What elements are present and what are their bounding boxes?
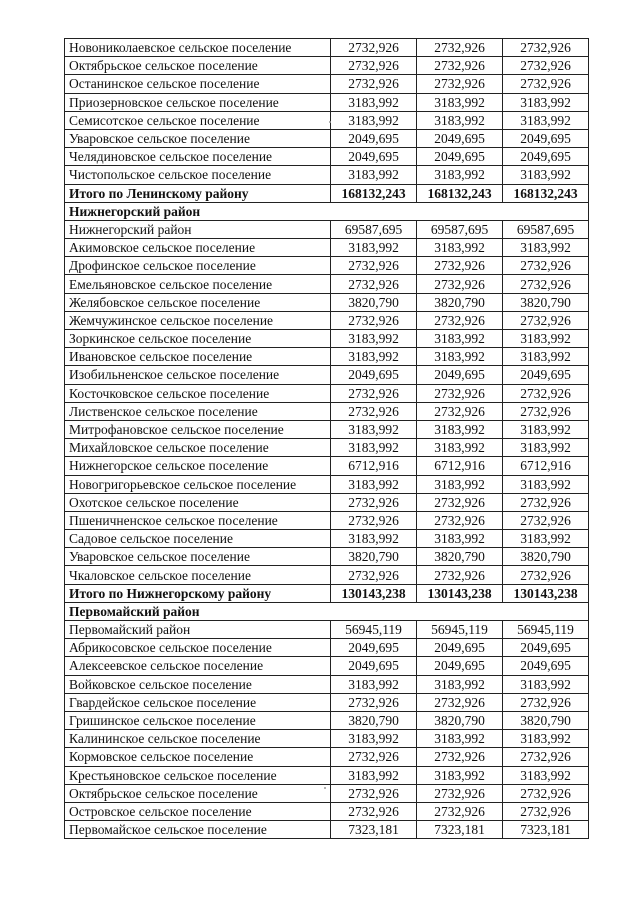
amount-year-3: 2732,926 — [503, 39, 589, 57]
amount-year-1: 130143,238 — [331, 584, 417, 602]
amount-year-2: 56945,119 — [417, 621, 503, 639]
table-row — [65, 129, 589, 147]
table-row — [65, 75, 589, 93]
table-row — [65, 511, 589, 529]
district-heading-spacer — [331, 602, 589, 620]
amount-year-1: 2049,695 — [331, 148, 417, 166]
amount-year-2: 3183,992 — [417, 93, 503, 111]
amount-year-3: 168132,243 — [503, 184, 589, 202]
table-row — [65, 711, 589, 729]
amount-year-1: 3183,992 — [331, 766, 417, 784]
table-row — [65, 166, 589, 184]
settlement-name: Семисотское сельское поселение — [65, 111, 331, 129]
settlement-name: Изобильненское сельское поселение — [65, 366, 331, 384]
amount-year-3: 2049,695 — [503, 657, 589, 675]
amount-year-1: 6712,916 — [331, 457, 417, 475]
amount-year-3: 2049,695 — [503, 366, 589, 384]
settlement-name: Косточковское сельское поселение — [65, 384, 331, 402]
amount-year-3: 2049,695 — [503, 148, 589, 166]
amount-year-1: 7323,181 — [331, 821, 417, 839]
settlement-name: Митрофановское сельское поселение — [65, 420, 331, 438]
settlement-name: Ивановское сельское поселение — [65, 348, 331, 366]
amount-year-3: 2732,926 — [503, 748, 589, 766]
amount-year-2: 3183,992 — [417, 766, 503, 784]
table-row — [65, 530, 589, 548]
amount-year-2: 3183,992 — [417, 348, 503, 366]
amount-year-3: 3183,992 — [503, 239, 589, 257]
district-total-row — [65, 584, 589, 602]
amount-year-2: 2732,926 — [417, 566, 503, 584]
amount-year-3: 3183,992 — [503, 166, 589, 184]
amount-year-3: 3820,790 — [503, 293, 589, 311]
table-row — [65, 330, 589, 348]
amount-year-1: 2732,926 — [331, 802, 417, 820]
table-row — [65, 257, 589, 275]
amount-year-2: 3183,992 — [417, 675, 503, 693]
amount-year-2: 3820,790 — [417, 548, 503, 566]
amount-year-3: 2732,926 — [503, 402, 589, 420]
amount-year-3: 6712,916 — [503, 457, 589, 475]
settlement-name: Дрофинское сельское поселение — [65, 257, 331, 275]
amount-year-1: 3183,992 — [331, 420, 417, 438]
settlement-name: Акимовское сельское поселение — [65, 239, 331, 257]
district-heading-spacer — [331, 202, 589, 220]
amount-year-1: 2732,926 — [331, 257, 417, 275]
amount-year-2: 3183,992 — [417, 420, 503, 438]
amount-year-1: 3183,992 — [331, 239, 417, 257]
amount-year-1: 2049,695 — [331, 639, 417, 657]
amount-year-2: 2732,926 — [417, 493, 503, 511]
amount-year-3: 130143,238 — [503, 584, 589, 602]
amount-year-3: 69587,695 — [503, 220, 589, 238]
district-total-row — [65, 184, 589, 202]
amount-year-2: 2049,695 — [417, 639, 503, 657]
settlement-name: Уваровское сельское поселение — [65, 548, 331, 566]
amount-year-1: 2732,926 — [331, 784, 417, 802]
table-row — [65, 57, 589, 75]
amount-year-1: 2732,926 — [331, 57, 417, 75]
settlement-name: Гвардейское сельское поселение — [65, 693, 331, 711]
amount-year-3: 3820,790 — [503, 711, 589, 729]
table-row — [65, 566, 589, 584]
amount-year-1: 2049,695 — [331, 366, 417, 384]
amount-year-2: 3183,992 — [417, 166, 503, 184]
amount-year-3: 2732,926 — [503, 384, 589, 402]
table-row — [65, 766, 589, 784]
settlement-name: Войковское сельское поселение — [65, 675, 331, 693]
amount-year-3: 2732,926 — [503, 57, 589, 75]
district-heading: Нижнегорский район — [65, 202, 331, 220]
amount-year-2: 3183,992 — [417, 475, 503, 493]
amount-year-2: 3183,992 — [417, 330, 503, 348]
table-row — [65, 548, 589, 566]
table-row — [65, 457, 589, 475]
amount-year-2: 2732,926 — [417, 384, 503, 402]
table-row — [65, 730, 589, 748]
table-row — [65, 475, 589, 493]
amount-year-3: 2732,926 — [503, 311, 589, 329]
settlement-name: Уваровское сельское поселение — [65, 129, 331, 147]
amount-year-1: 3183,992 — [331, 330, 417, 348]
settlement-name: Чкаловское сельское поселение — [65, 566, 331, 584]
settlement-name: Челядиновское сельское поселение — [65, 148, 331, 166]
amount-year-2: 2049,695 — [417, 148, 503, 166]
table-row — [65, 657, 589, 675]
settlement-name: Жемчужинское сельское поселение — [65, 311, 331, 329]
amount-year-1: 2732,926 — [331, 384, 417, 402]
amount-year-3: 7323,181 — [503, 821, 589, 839]
amount-year-3: 2049,695 — [503, 639, 589, 657]
table-row — [65, 439, 589, 457]
settlement-name: Островское сельское поселение — [65, 802, 331, 820]
amount-year-1: 2732,926 — [331, 693, 417, 711]
table-row — [65, 39, 589, 57]
scan-speck — [329, 121, 331, 123]
table-row — [65, 220, 589, 238]
table-row — [65, 420, 589, 438]
amount-year-1: 3183,992 — [331, 675, 417, 693]
amount-year-3: 3183,992 — [503, 730, 589, 748]
settlement-name: Октябрьское сельское поселение — [65, 57, 331, 75]
table-row — [65, 111, 589, 129]
amount-year-1: 2732,926 — [331, 748, 417, 766]
amount-year-2: 7323,181 — [417, 821, 503, 839]
amount-year-3: 2732,926 — [503, 493, 589, 511]
amount-year-2: 2732,926 — [417, 57, 503, 75]
table-row — [65, 311, 589, 329]
amount-year-3: 2732,926 — [503, 511, 589, 529]
table-row — [65, 493, 589, 511]
amount-year-1: 3183,992 — [331, 111, 417, 129]
amount-year-1: 3183,992 — [331, 730, 417, 748]
amount-year-1: 3820,790 — [331, 711, 417, 729]
amount-year-3: 3183,992 — [503, 420, 589, 438]
amount-year-3: 2732,926 — [503, 784, 589, 802]
amount-year-2: 3183,992 — [417, 111, 503, 129]
settlement-name: Нижнегорское сельское поселение — [65, 457, 331, 475]
table-row — [65, 366, 589, 384]
table-row — [65, 275, 589, 293]
amount-year-2: 2732,926 — [417, 802, 503, 820]
settlement-name: Нижнегорский район — [65, 220, 331, 238]
district-heading-row — [65, 602, 589, 620]
amount-year-2: 2732,926 — [417, 402, 503, 420]
amount-year-1: 2049,695 — [331, 129, 417, 147]
amount-year-1: 3183,992 — [331, 166, 417, 184]
amount-year-3: 3183,992 — [503, 348, 589, 366]
amount-year-3: 2732,926 — [503, 275, 589, 293]
table-row — [65, 802, 589, 820]
settlement-name: Зоркинское сельское поселение — [65, 330, 331, 348]
amount-year-2: 2732,926 — [417, 748, 503, 766]
amount-year-3: 3183,992 — [503, 766, 589, 784]
amount-year-3: 3183,992 — [503, 675, 589, 693]
amount-year-1: 2732,926 — [331, 493, 417, 511]
amount-year-1: 2732,926 — [331, 402, 417, 420]
table-row — [65, 402, 589, 420]
table-row — [65, 821, 589, 839]
amount-year-2: 3820,790 — [417, 293, 503, 311]
table-row — [65, 239, 589, 257]
settlement-name: Алексеевское сельское поселение — [65, 657, 331, 675]
amount-year-1: 168132,243 — [331, 184, 417, 202]
amount-year-2: 2049,695 — [417, 366, 503, 384]
amount-year-2: 3183,992 — [417, 439, 503, 457]
amount-year-1: 3183,992 — [331, 530, 417, 548]
amount-year-3: 3183,992 — [503, 439, 589, 457]
settlement-name: Садовое сельское поселение — [65, 530, 331, 548]
district-heading: Первомайский район — [65, 602, 331, 620]
amount-year-1: 2732,926 — [331, 275, 417, 293]
amount-year-3: 3183,992 — [503, 330, 589, 348]
amount-year-1: 69587,695 — [331, 220, 417, 238]
amount-year-3: 2732,926 — [503, 257, 589, 275]
amount-year-2: 3183,992 — [417, 530, 503, 548]
amount-year-2: 69587,695 — [417, 220, 503, 238]
amount-year-2: 6712,916 — [417, 457, 503, 475]
table-row — [65, 784, 589, 802]
settlement-name: Крестьяновское сельское поселение — [65, 766, 331, 784]
amount-year-2: 2732,926 — [417, 275, 503, 293]
settlement-name: Останинское сельское поселение — [65, 75, 331, 93]
settlement-name: Лиственское сельское поселение — [65, 402, 331, 420]
amount-year-3: 2732,926 — [503, 802, 589, 820]
district-heading-row — [65, 202, 589, 220]
budget-allocation-table — [64, 38, 589, 839]
amount-year-2: 2732,926 — [417, 511, 503, 529]
settlement-name: Охотское сельское поселение — [65, 493, 331, 511]
amount-year-1: 3183,992 — [331, 348, 417, 366]
total-label: Итого по Ленинскому району — [65, 184, 331, 202]
settlement-name: Октябрьское сельское поселение — [65, 784, 331, 802]
table-row — [65, 348, 589, 366]
amount-year-1: 2732,926 — [331, 75, 417, 93]
amount-year-1: 2732,926 — [331, 511, 417, 529]
amount-year-2: 2732,926 — [417, 311, 503, 329]
settlement-name: Михайловское сельское поселение — [65, 439, 331, 457]
settlement-name: Новониколаевское сельское поселение — [65, 39, 331, 57]
table-row — [65, 293, 589, 311]
table-row — [65, 675, 589, 693]
amount-year-3: 56945,119 — [503, 621, 589, 639]
amount-year-2: 2732,926 — [417, 75, 503, 93]
amount-year-3: 3820,790 — [503, 548, 589, 566]
table-row — [65, 93, 589, 111]
amount-year-1: 2732,926 — [331, 311, 417, 329]
amount-year-2: 3183,992 — [417, 730, 503, 748]
amount-year-2: 2732,926 — [417, 693, 503, 711]
amount-year-3: 3183,992 — [503, 530, 589, 548]
settlement-name: Чистопольское сельское поселение — [65, 166, 331, 184]
settlement-name: Желябовское сельское поселение — [65, 293, 331, 311]
amount-year-1: 3183,992 — [331, 439, 417, 457]
amount-year-1: 3183,992 — [331, 475, 417, 493]
settlement-name: Первомайское сельское поселение — [65, 821, 331, 839]
table-row — [65, 748, 589, 766]
table-row — [65, 621, 589, 639]
settlement-name: Первомайский район — [65, 621, 331, 639]
amount-year-3: 3183,992 — [503, 93, 589, 111]
amount-year-1: 3183,992 — [331, 93, 417, 111]
amount-year-2: 2049,695 — [417, 129, 503, 147]
amount-year-2: 2049,695 — [417, 657, 503, 675]
amount-year-2: 2732,926 — [417, 257, 503, 275]
settlement-name: Емельяновское сельское поселение — [65, 275, 331, 293]
total-label: Итого по Нижнегорскому району — [65, 584, 331, 602]
amount-year-3: 2049,695 — [503, 129, 589, 147]
amount-year-1: 2732,926 — [331, 39, 417, 57]
table-row — [65, 384, 589, 402]
table-row — [65, 693, 589, 711]
amount-year-1: 3820,790 — [331, 548, 417, 566]
amount-year-3: 2732,926 — [503, 693, 589, 711]
table-body — [65, 39, 589, 839]
amount-year-2: 2732,926 — [417, 784, 503, 802]
settlement-name: Новогригорьевское сельское поселение — [65, 475, 331, 493]
amount-year-2: 130143,238 — [417, 584, 503, 602]
table-row — [65, 639, 589, 657]
amount-year-3: 2732,926 — [503, 566, 589, 584]
amount-year-1: 3820,790 — [331, 293, 417, 311]
amount-year-2: 3820,790 — [417, 711, 503, 729]
scan-speck — [324, 787, 326, 789]
table-row — [65, 148, 589, 166]
settlement-name: Калининское сельское поселение — [65, 730, 331, 748]
settlement-name: Кормовское сельское поселение — [65, 748, 331, 766]
amount-year-3: 3183,992 — [503, 111, 589, 129]
amount-year-1: 56945,119 — [331, 621, 417, 639]
amount-year-1: 2732,926 — [331, 566, 417, 584]
settlement-name: Приозерновское сельское поселение — [65, 93, 331, 111]
amount-year-2: 168132,243 — [417, 184, 503, 202]
amount-year-3: 3183,992 — [503, 475, 589, 493]
settlement-name: Абрикосовское сельское поселение — [65, 639, 331, 657]
amount-year-1: 2049,695 — [331, 657, 417, 675]
amount-year-2: 3183,992 — [417, 239, 503, 257]
amount-year-2: 2732,926 — [417, 39, 503, 57]
settlement-name: Гришинское сельское поселение — [65, 711, 331, 729]
amount-year-3: 2732,926 — [503, 75, 589, 93]
settlement-name: Пшеничненское сельское поселение — [65, 511, 331, 529]
